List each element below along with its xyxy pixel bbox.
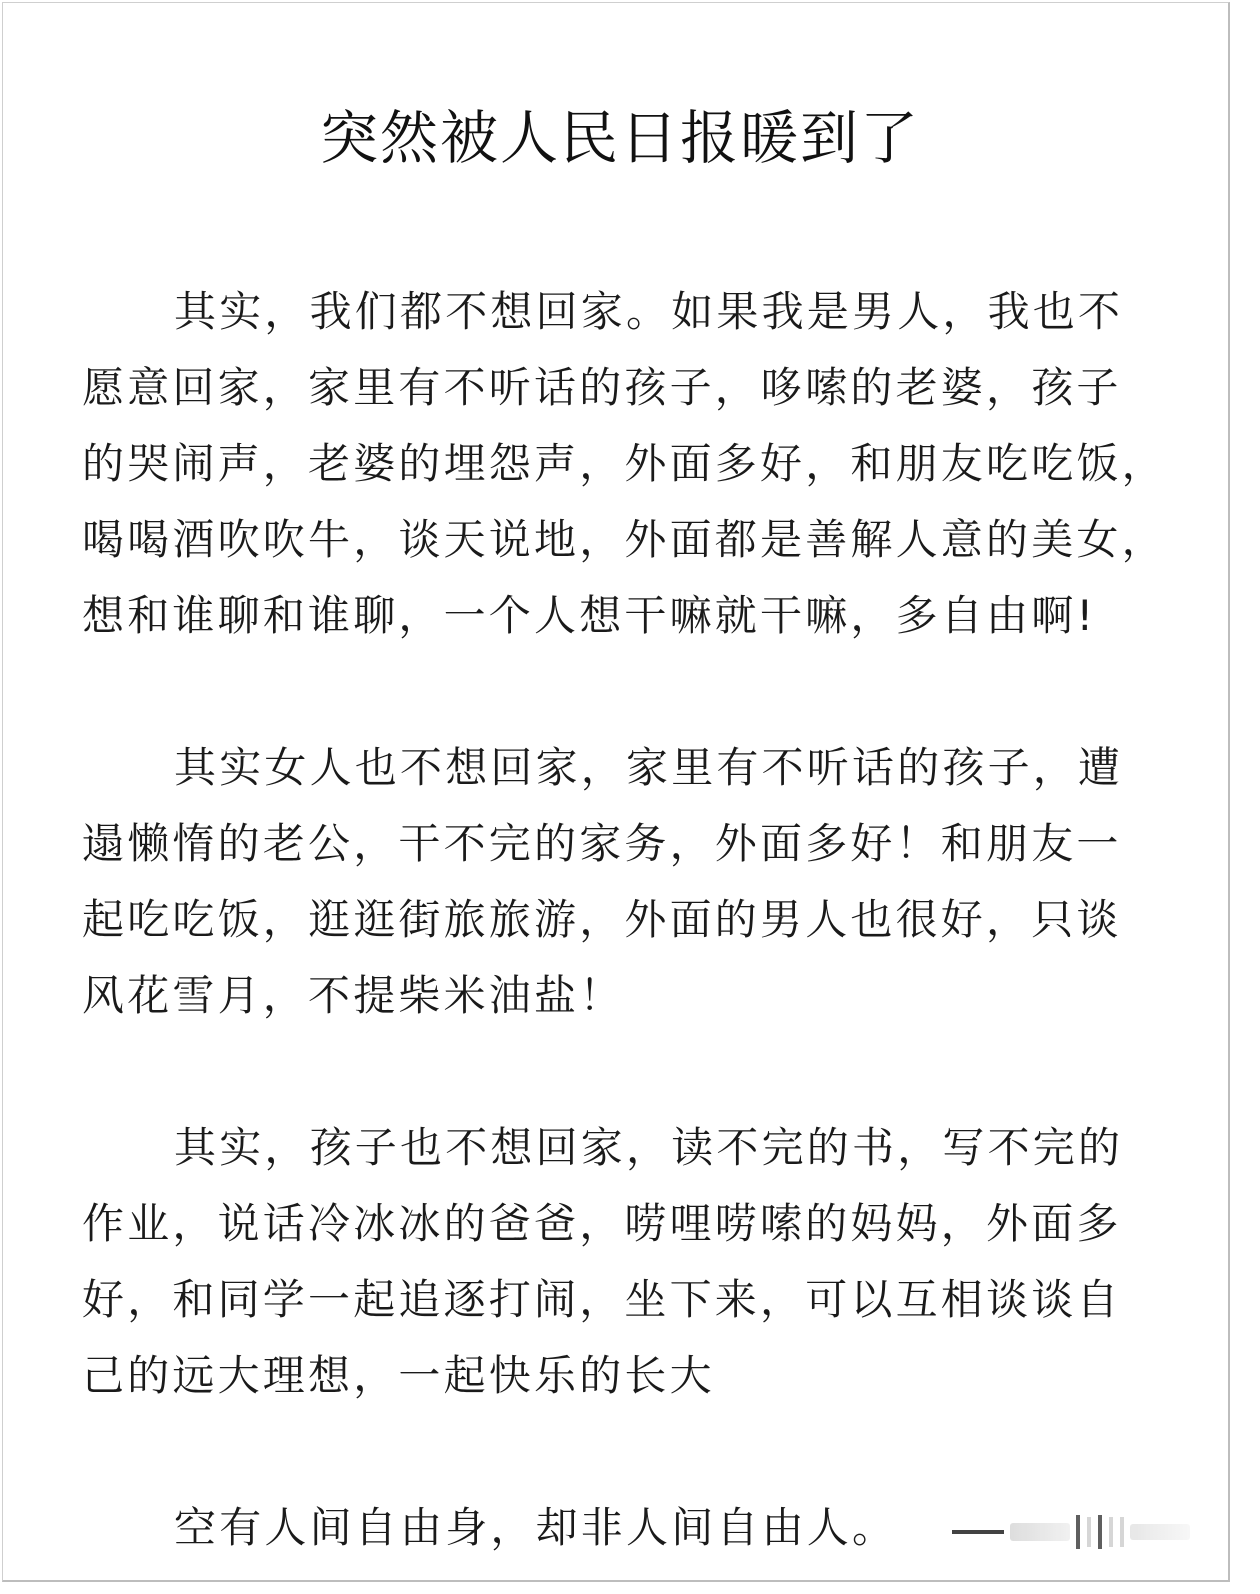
- paragraph-line: 作业，说话冷冰冰的爸爸，唠哩唠嗦的妈妈，外面多: [82, 1199, 1122, 1248]
- paragraph-2: [82, 730, 1162, 1034]
- paragraph-line: 其实，孩子也不想回家，读不完的书，写不完的: [174, 1123, 1124, 1172]
- paragraph-line: 喝喝酒吹吹牛，谈天说地，外面都是善解人意的美女，: [82, 515, 1167, 564]
- paragraph-line: 风花雪月，不提柴米油盐！: [82, 971, 625, 1020]
- paragraph-line: 愿意回家，家里有不听话的孩子，哆嗦的老婆，孩子: [82, 363, 1122, 412]
- paragraph-line: 好，和同学一起追逐打闹，坐下来，可以互相谈谈自: [82, 1275, 1122, 1324]
- watermark-bars-icon: [1076, 1515, 1124, 1549]
- paragraph-line: 其实，我们都不想回家。如果我是男人，我也不: [174, 287, 1124, 336]
- watermark-dash: [952, 1530, 1004, 1534]
- paragraph-line: 想和谁聊和谁聊，一个人想干嘛就干嘛，多自由啊!: [82, 591, 1097, 640]
- paragraph-line: 起吃吃饭，逛逛街旅旅游，外面的男人也很好，只谈: [82, 895, 1122, 944]
- paragraph-line: 的哭闹声，老婆的埋怨声，外面多好，和朋友吃吃饭，: [82, 439, 1167, 488]
- watermark-blur: [1130, 1524, 1190, 1540]
- paragraph-line: 遢懒惰的老公，干不完的家务，外面多好！和朋友一: [82, 819, 1122, 868]
- paragraph-line: 其实女人也不想回家，家里有不听话的孩子，遭: [174, 743, 1124, 792]
- watermark-blur: [1010, 1523, 1070, 1541]
- watermark-logo: [952, 1510, 1212, 1554]
- paragraph-line: 己的远大理想，一起快乐的长大: [82, 1351, 715, 1400]
- paragraph-1: [82, 274, 1167, 654]
- paragraph-line: 空有人间自由身，却非人间自由人。: [174, 1503, 898, 1552]
- paragraph-3: [82, 1110, 1162, 1414]
- document-title: 突然被人民日报暖到了: [319, 104, 920, 172]
